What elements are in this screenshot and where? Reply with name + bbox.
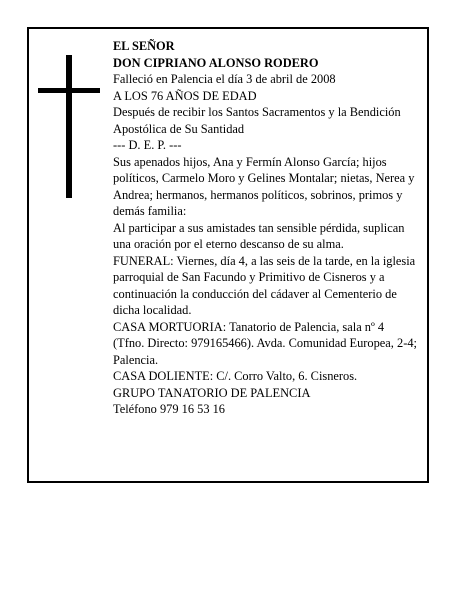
rip-line: --- D. E. P. --- xyxy=(113,138,182,152)
request-paragraph: Al participar a sus amistades tan sensible pérdida, suplican una oración por el eterno descanso de su alma. xyxy=(113,220,405,251)
cross-horizontal-bar xyxy=(38,88,100,93)
deceased-name: DON CIPRIANO ALONSO RODERO xyxy=(113,55,319,70)
sacraments-paragraph: Después de recibir los Santos Sacramentos y la Bendición Apostólica de Su Santidad xyxy=(113,105,401,136)
mortuary-paragraph: CASA MORTUORIA: Tanatorio de Palencia, sala nº 4 (Tfno. Directo: 979165466). Avda. Comunidad Europea, 2-4; Palencia. xyxy=(113,319,417,367)
obituary-text xyxy=(113,38,418,418)
death-line: Falleció en Palencia el día 3 de abril de 2008 xyxy=(113,72,336,86)
cross-icon xyxy=(38,55,100,198)
mourning-house-line: CASA DOLIENTE: C/. Corro Valto, 6. Cisneros. xyxy=(113,369,358,383)
title-line-1: EL SEÑOR xyxy=(113,39,175,53)
funeral-paragraph: FUNERAL: Viernes, día 4, a las seis de la tarde, en la iglesia parroquial de San Facundo y Primitivo de Cisneros y a continuación la conducción del cádaver al Cementerio de dicha localidad. xyxy=(113,253,416,317)
cross-vertical-bar xyxy=(66,55,72,198)
group-line: GRUPO TANATORIO DE PALENCIA xyxy=(113,385,311,400)
age-line: A LOS 76 AÑOS DE EDAD xyxy=(113,88,257,103)
family-paragraph: Sus apenados hijos, Ana y Fermín Alonso García; hijos políticos, Carmelo Moro y Gelines Montalar; nietas, Nerea y Andrea; hermanos, hermanos políticos, sobrinos, primos y demás familia: xyxy=(113,154,415,218)
phone-line: Teléfono 979 16 53 16 xyxy=(113,402,226,416)
